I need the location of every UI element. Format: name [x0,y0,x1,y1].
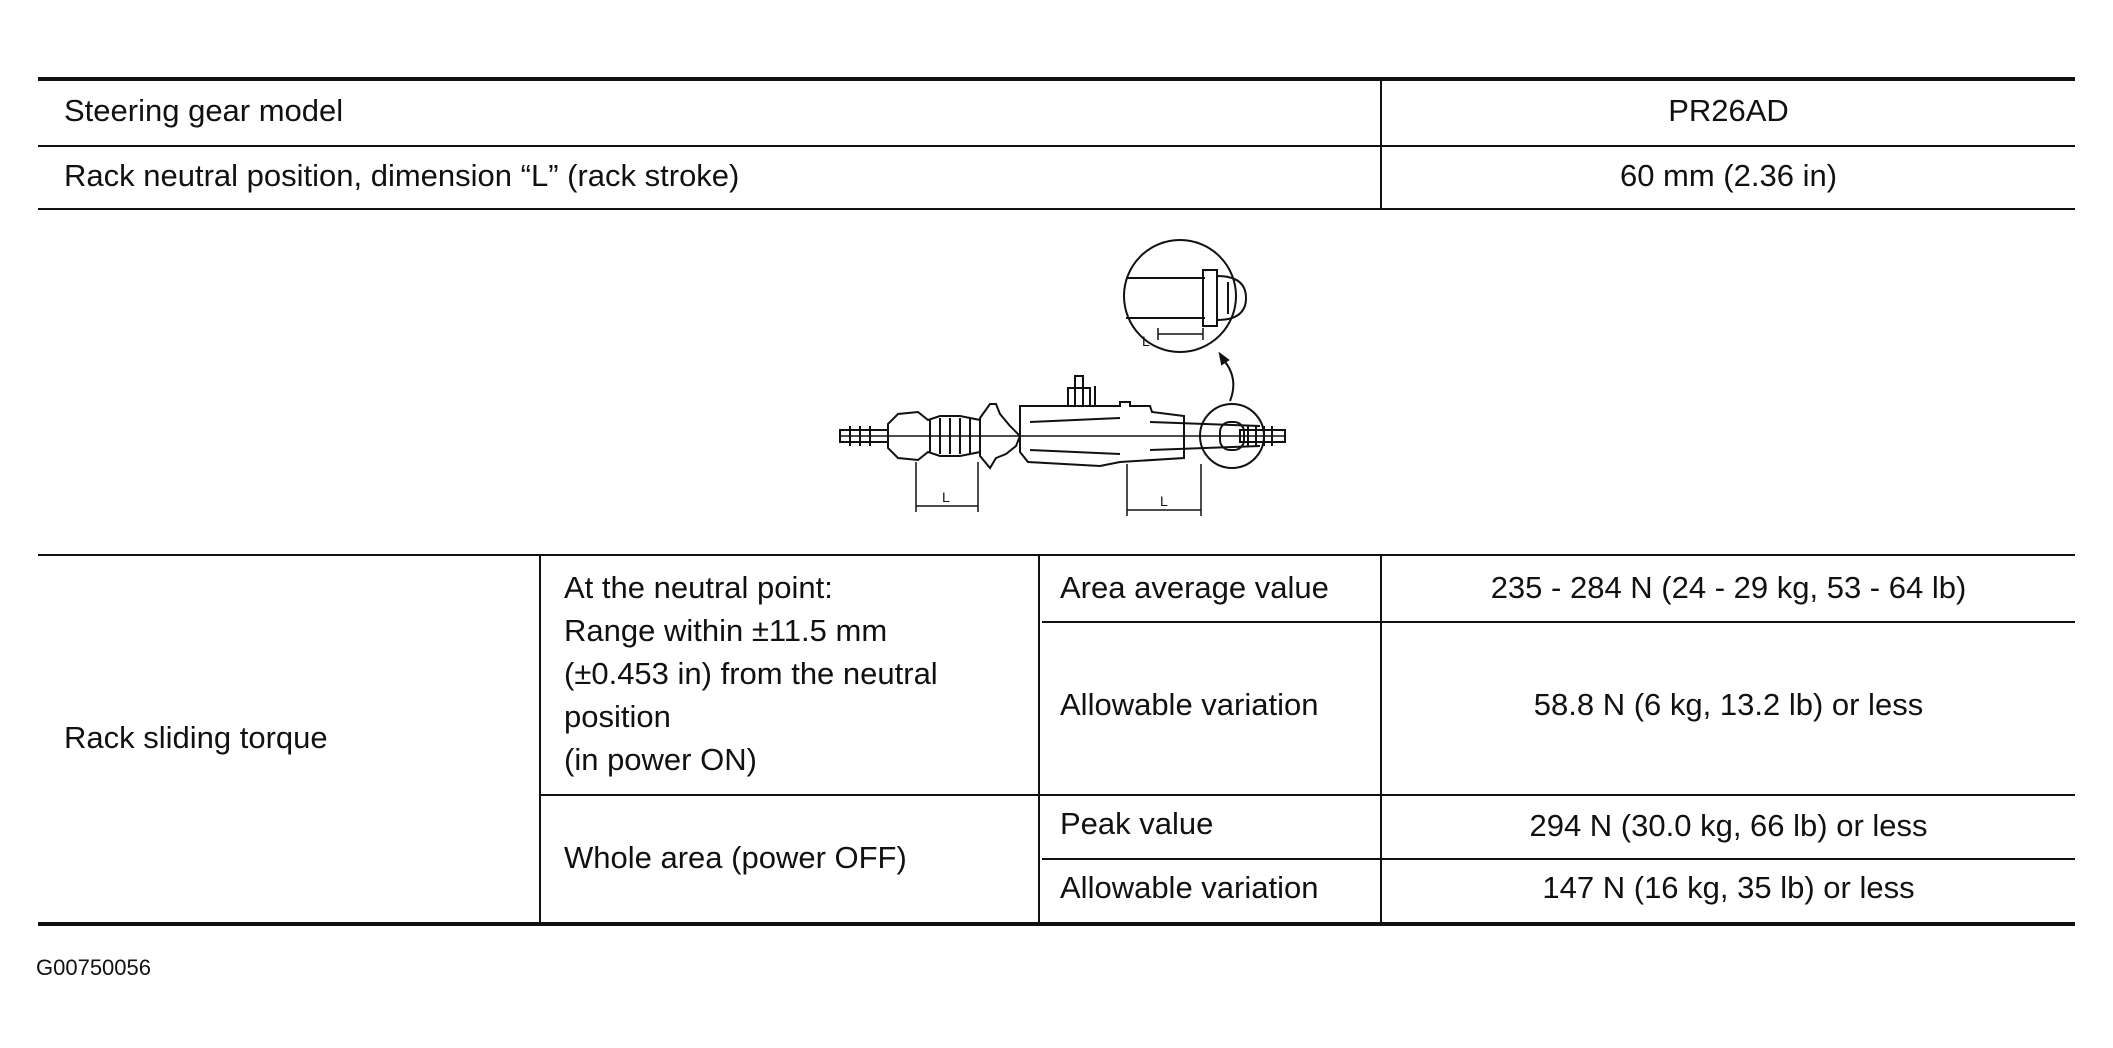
table-bottom-rule [38,922,2075,926]
whole-area-condition: Whole area (power OFF) [564,840,907,875]
column-divider [1038,555,1040,924]
steering-gear-model-label: Steering gear model [64,93,344,128]
allowable-variation-label: Allowable variation [1060,687,1319,722]
row-divider [38,208,2075,210]
table-top-rule [38,77,2075,81]
peak-value-value: 294 N (30.0 kg, 66 lb) or less [1529,808,1928,843]
neutral-point-condition: At the neutral point: Range within ±11.5 mm (±0.453 in) from the neutral position (in power ON) [564,570,938,777]
rack-neutral-value: 60 mm (2.36 in) [1619,158,1838,193]
column-divider [539,555,541,924]
dimension-l-label-zoom: L [1142,333,1150,349]
steering-gear-model-value: PR26AD [1668,93,1789,128]
steering-gear-diagram [820,236,1300,526]
allowable-variation-value: 147 N (16 kg, 35 lb) or less [1542,870,1915,905]
row-divider [38,554,2075,556]
row-divider [1042,621,2075,623]
row-divider [38,145,2075,147]
dimension-l-label-right: L [1160,493,1168,509]
rack-neutral-label: Rack neutral position, dimension “L” (rack stroke) [64,158,740,193]
allowable-variation-label: Allowable variation [1060,870,1319,905]
area-average-label: Area average value [1060,570,1329,605]
row-divider [540,794,2075,796]
allowable-variation-value: 58.8 N (6 kg, 13.2 lb) or less [1533,687,1924,722]
peak-value-label: Peak value [1060,806,1214,841]
area-average-value: 235 - 284 N (24 - 29 kg, 53 - 64 lb) [1490,570,1967,605]
row-divider [1042,858,2075,860]
rack-sliding-torque-label: Rack sliding torque [64,720,328,755]
figure-reference: G00750056 [36,955,151,980]
dimension-l-label-left: L [942,489,950,505]
